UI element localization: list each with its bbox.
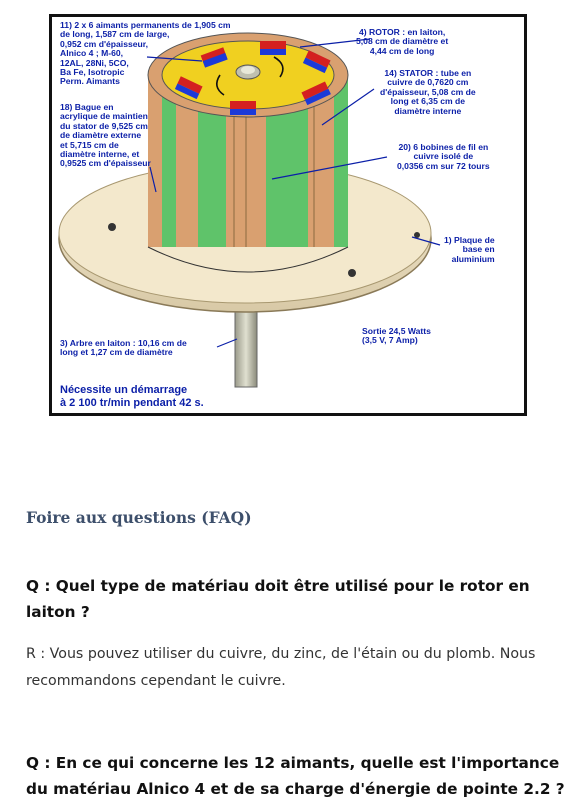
label-ring: 18) Bague en acrylique de maintien du stator de 9,525 cm de diamètre externe et 5,715 cm de diamètre interne, et 0,9525 cm d'épaisseur [60,102,151,169]
label-coils: 20) 6 bobines de fil en cuivre isolé de 0,0356 cm sur 72 tours [397,142,490,171]
label-shaft: 3) Arbre en laiton : 10,16 cm de long et 1,27 cm de diamètre [60,338,187,358]
label-rotor: 4) ROTOR : en laiton, 5,08 cm de diamètre et 4,44 cm de long [356,27,449,56]
generator-diagram [49,14,527,416]
label-magnets: 11) 2 x 6 aimants permanents de 1,905 cm de long, 1,587 cm de large, 0,952 cm d'épaisseur, Alnico 4 ; M-60, 12AL, 28Ni, 5CO, Ba Fe, Isotropic Perm. Aimants [60,20,231,87]
label-output: Sortie 24,5 Watts (3,5 V, 7 Amp) [362,326,431,346]
faq-question-2: Q : En ce qui concerne les 12 aimants, quelle est l'importance du matériau Alnico 4 et de sa charge d'énergie de pointe 2.2 ? [26,754,565,798]
label-base: 1) Plaque de base en aluminium [444,235,495,264]
faq-question-1: Q : Quel type de matériau doit être utilisé pour le rotor en laiton ? [26,577,530,621]
faq-answer-1: R : Vous pouvez utiliser du cuivre, du zinc, de l'étain ou du plomb. Nous recommandons cependant le cuivre. [26,646,536,689]
shaft [235,307,257,387]
faq-title: Foire aux questions (FAQ) [26,508,252,527]
label-start: Nécessite un démarrage à 2 100 tr/min pendant 42 s. [60,384,204,409]
label-stator: 14) STATOR : tube en cuivre de 0,7620 cm d'épaisseur, 5,08 cm de long et 6,35 cm de diamètre interne [380,68,476,116]
